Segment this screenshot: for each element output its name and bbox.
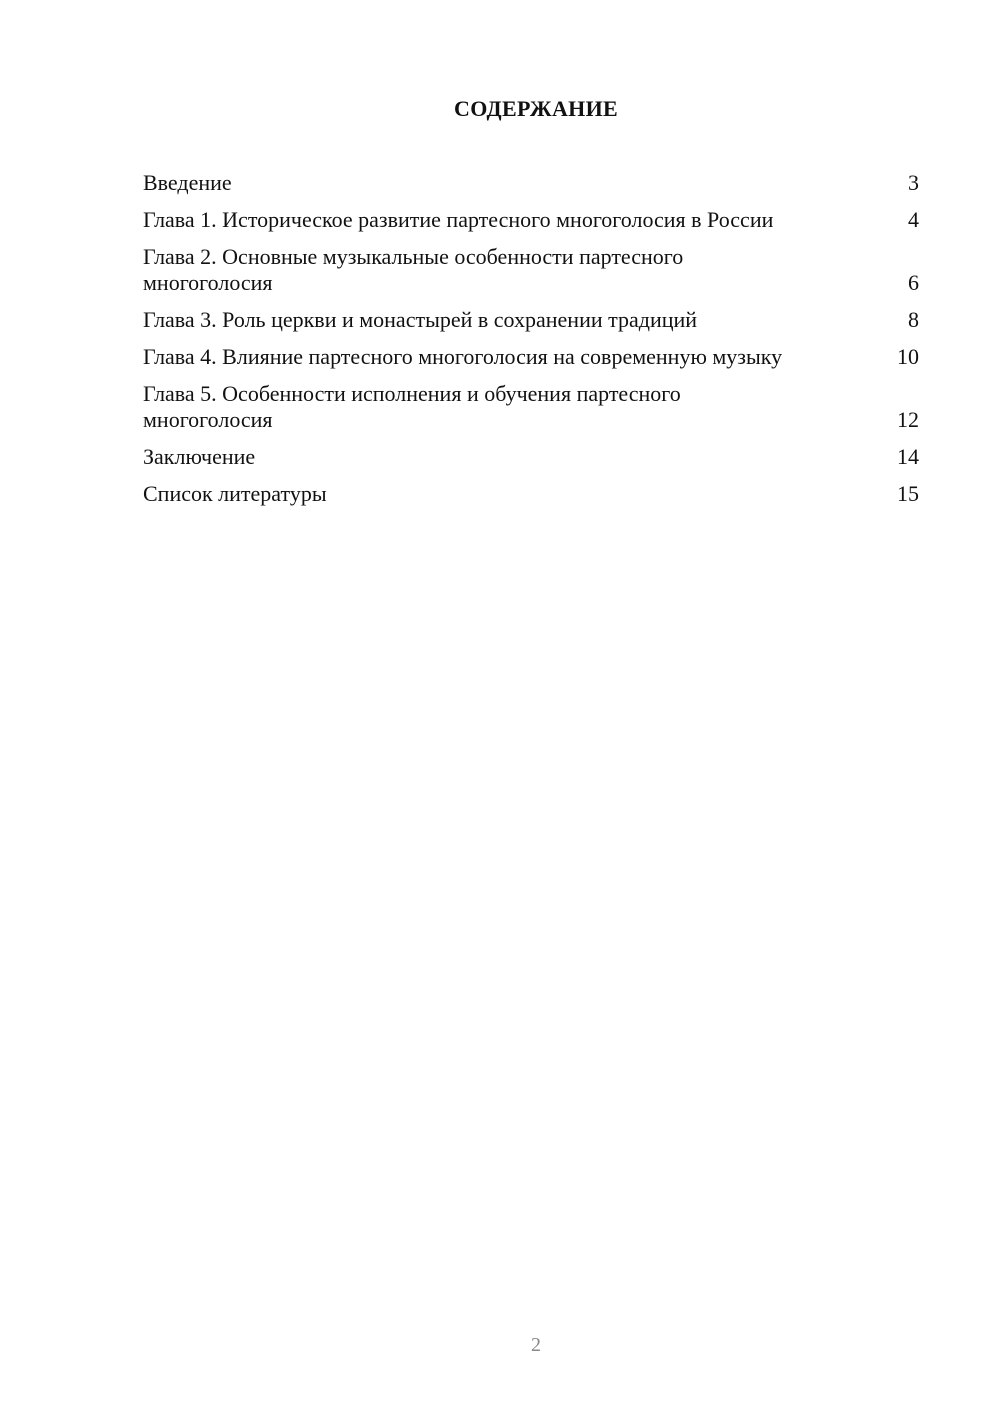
- toc-entry-chapter-2: [143, 244, 919, 296]
- toc-entry-text: Введение: [143, 170, 232, 195]
- toc-entry-text: Глава 4. Влияние партесного многоголосия на современную музыку: [143, 344, 783, 369]
- toc-title: СОДЕРЖАНИЕ: [454, 96, 618, 121]
- toc-entry-text: Глава 5. Особенности исполнения и обучения партесного многоголосия: [143, 381, 681, 432]
- toc-entry-page: 14: [897, 444, 919, 469]
- toc-entry-text: Глава 2. Основные музыкальные особенности партесного многоголосия: [143, 244, 684, 295]
- toc-entry-page: 10: [897, 344, 919, 369]
- toc-entry-page: 3: [908, 170, 919, 195]
- toc-entry-introduction: [143, 170, 919, 196]
- toc-entry-text: Заключение: [143, 444, 256, 469]
- toc-entry-conclusion: [143, 444, 919, 470]
- toc-entry-chapter-4: [143, 344, 919, 370]
- toc-entry-page: 6: [908, 270, 919, 295]
- toc-list: [143, 170, 919, 518]
- toc-entry-references: [143, 481, 919, 507]
- toc-entry-chapter-1: [143, 207, 919, 233]
- toc-entry-chapter-5: [143, 381, 919, 433]
- toc-entry-page: 8: [908, 307, 919, 332]
- toc-entry-page: 15: [897, 481, 919, 506]
- toc-entry-text: Глава 3. Роль церкви и монастырей в сохранении традиций: [143, 307, 698, 332]
- toc-entry-text: Список литературы: [143, 481, 327, 506]
- toc-entry-text: Глава 1. Историческое развитие партесного многоголосия в России: [143, 207, 774, 232]
- page-number: 2: [531, 1334, 541, 1356]
- toc-entry-page: 4: [908, 207, 919, 232]
- toc-entry-page: 12: [897, 407, 919, 432]
- toc-entry-chapter-3: [143, 307, 919, 333]
